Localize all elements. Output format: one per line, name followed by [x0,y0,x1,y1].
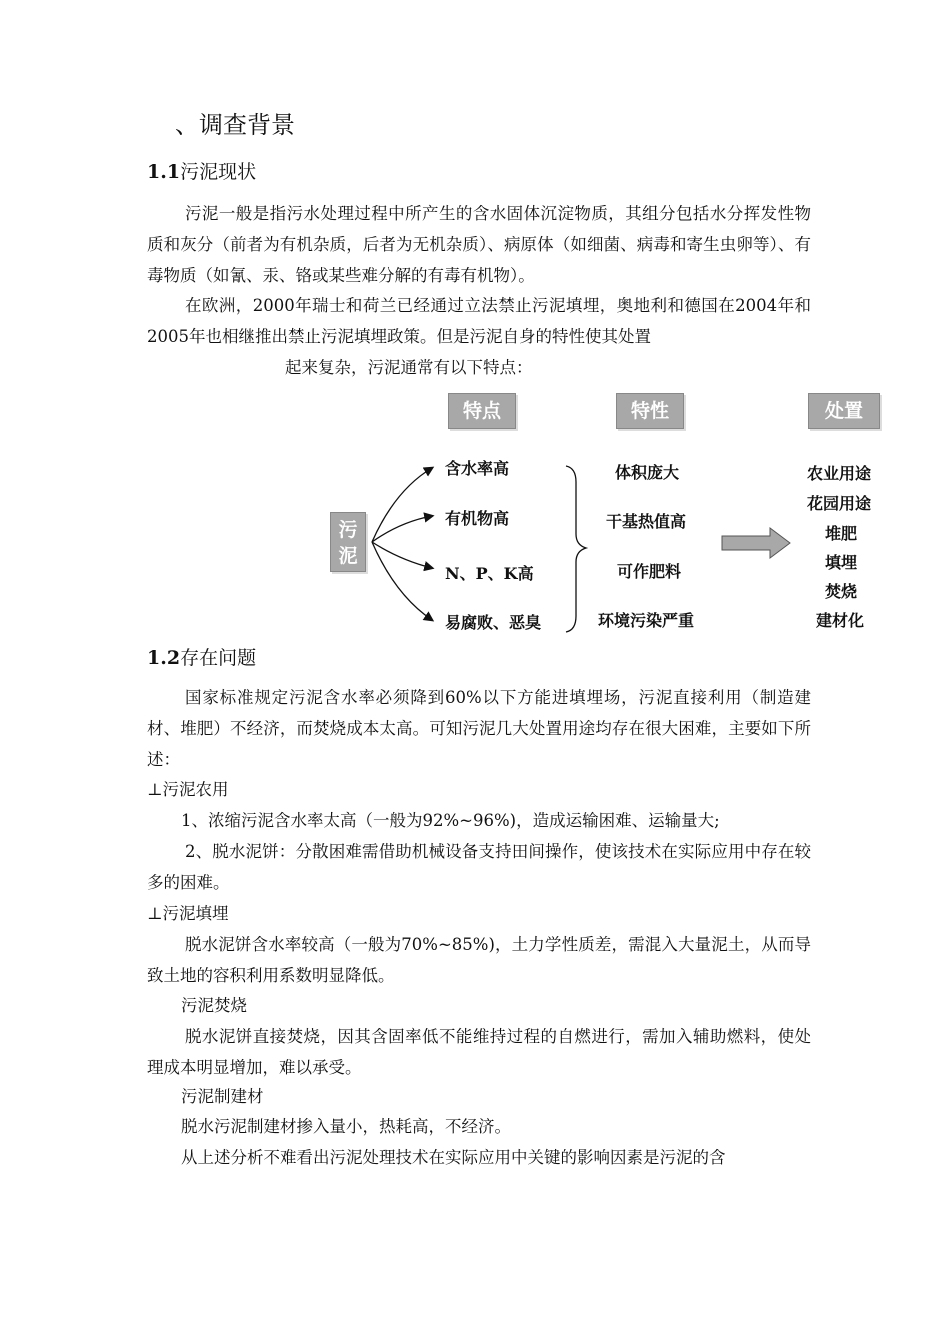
heading-1-2-title: 存在问题 [180,647,257,669]
header-properties: 特性 [616,393,684,429]
paragraph-conclusion: 从上述分析不难看出污泥处理技术在实际应用中关键的影响因素是污泥的含 [181,1148,726,1167]
subheading-incineration: 污泥焚烧 [181,996,247,1015]
disposal-item: 花园用途 [807,494,872,513]
paragraph-sludge-definition: 污泥一般是指污水处理过程中所产生的含水固体沉淀物质，其组分包括水分挥发性物质和灰分（前者为有机杂质，后者为无机杂质）、病原体（如细菌、病毒和寄生虫卵等）、有毒物质（如氰、汞、铬或某些难分解的有毒有机物）。 [147,204,811,285]
header-disposal: 处置 [808,393,880,429]
property-item: 可作肥料 [617,562,682,581]
disposal-item: 填埋 [825,553,858,572]
heading-1-2 [147,643,256,670]
property-item: 环境污染严重 [598,611,695,630]
item-dewatered-cake: 2、脱水泥饼：分散困难需借助机械设备支持田间操作，使该技术在实际应用中存在较多的困难。 [147,842,811,892]
paragraph-national-standard: 国家标准规定污泥含水率必须降到60%以下方能进填埋场，污泥直接利用（制造建材、堆肥）不经济，而焚烧成本太高。可知污泥几大处置用途均存在很大困难，主要如下所述： [147,688,811,769]
subheading-agricultural-use: ⊥污泥农用 [147,780,229,799]
property-item: 干基热值高 [606,512,687,531]
feature-item: 易腐败、恶臭 [445,613,542,632]
arrow-to-water-content [372,468,432,542]
disposal-item: 堆肥 [825,524,858,543]
subheading-building-materials: 污泥制建材 [181,1087,264,1106]
paragraph-europe-policy-continued: 起来复杂，污泥通常有以下特点： [285,358,533,377]
arrow-to-organic [372,516,432,542]
disposal-arrow [722,528,790,558]
paragraph-europe-policy: 在欧洲，2000年瑞士和荷兰已经通过立法禁止污泥填埋，奥地利和德国在2004年和2005年也相继推出禁止污泥填埋政策。但是污泥自身的特性使其处置 [147,296,811,346]
disposal-item: 焚烧 [825,582,858,601]
property-item: 体积庞大 [615,463,680,482]
arrow-to-npk [372,542,432,568]
feature-item: 含水率高 [445,459,510,478]
heading-1-2-number: 1.2 [147,647,181,669]
item-thickened-sludge: 1、浓缩污泥含水率太高（一般为92%~96%)，造成运输困难、运输量大; [181,811,720,830]
brace [566,466,586,632]
header-features: 特点 [448,393,516,429]
feature-item: 有机物高 [445,509,510,528]
disposal-item: 建材化 [816,611,865,630]
arrow-to-decay [372,542,432,620]
subheading-landfill: ⊥污泥填埋 [147,904,229,923]
feature-item: N、P、K高 [445,564,534,583]
heading-1-1-title: 污泥现状 [180,161,257,183]
heading-1-1-number: 1.1 [147,161,181,183]
source-sludge-label: 污泥 [338,519,358,567]
paragraph-building-materials: 脱水污泥制建材掺入量小，热耗高，不经济。 [181,1117,511,1136]
section-title: 、调查背景 [175,111,295,139]
disposal-item: 农业用途 [807,464,872,483]
paragraph-incineration: 脱水泥饼直接焚烧，因其含固率低不能维持过程的自燃进行，需加入辅助燃料，使处理成本明显增加，难以承受。 [147,1027,811,1077]
paragraph-landfill: 脱水泥饼含水率较高（一般为70%~85%)，土力学性质差，需混入大量泥土，从而导致土地的容积利用系数明显降低。 [147,935,811,985]
